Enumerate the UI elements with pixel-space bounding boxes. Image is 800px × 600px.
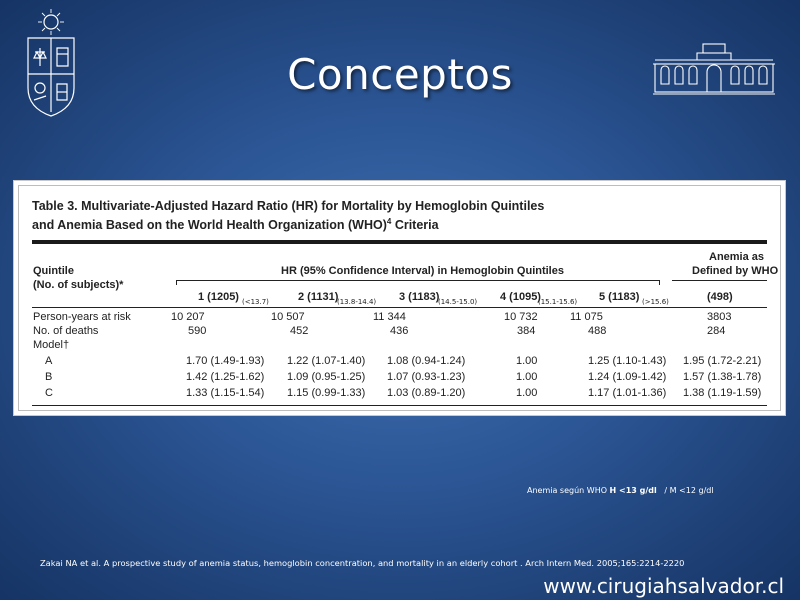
row-label-model-c: C	[45, 387, 53, 399]
table-cell: 1.95 (1.72-2.21)	[683, 355, 762, 367]
table-cell: 590	[188, 325, 207, 337]
table-title-superscript: 4	[386, 217, 392, 226]
range-q3: (14.5-15.0)	[438, 298, 478, 306]
table-cell: 10 732	[504, 311, 538, 323]
hr-group-rule	[176, 280, 660, 281]
table-cell: 1.15 (0.99-1.33)	[287, 387, 366, 399]
table-bottom-rule	[32, 405, 767, 406]
row-label-person-years: Person-years at risk	[33, 311, 131, 323]
table-title	[32, 198, 552, 233]
col-header-q3: 3 (1183)	[399, 291, 440, 303]
table-cell: 1.42 (1.25-1.62)	[186, 371, 265, 383]
table-cell: 1.03 (0.89-1.20)	[387, 387, 466, 399]
note-prefix: Anemia según WHO	[527, 486, 607, 495]
table-cell: 1.09 (0.95-1.25)	[287, 371, 366, 383]
table-cell: 1.07 (0.93-1.23)	[387, 371, 466, 383]
header-bottom-rule	[32, 307, 767, 308]
table-cell: 452	[290, 325, 309, 337]
col-header-q4: 4 (1095)	[500, 291, 541, 303]
table-cell: 11 075	[570, 311, 603, 323]
hr-group-tick-left	[176, 280, 177, 285]
table-top-rule	[32, 240, 767, 244]
table-figure	[13, 180, 786, 416]
table-cell: 1.24 (1.09-1.42)	[588, 371, 667, 383]
citation: Zakai NA et al. A prospective study of anemia status, hemoglobin concentration, and mortality in an elderly cohort . Arch Intern Med. 2005;165:2214-2220	[40, 558, 685, 568]
note-suffix: / M <12 g/dl	[664, 486, 714, 495]
col-subjects-header: (No. of subjects)*	[33, 279, 124, 291]
note-bold: H <13 g/dl	[609, 486, 657, 495]
col-header-q5: 5 (1183)	[599, 291, 640, 303]
table-cell: 1.00	[516, 371, 538, 383]
col-quintile-header: Quintile	[33, 265, 74, 277]
anemia-header-line2: Defined by WHO	[692, 265, 779, 277]
table-cell: 1.17 (1.01-1.36)	[588, 387, 667, 399]
table-cell: 1.25 (1.10-1.43)	[588, 355, 667, 367]
row-label-model-b: B	[45, 371, 53, 383]
table-cell: 1.08 (0.94-1.24)	[387, 355, 466, 367]
table-cell: 284	[707, 325, 726, 337]
table-cell: 1.22 (1.07-1.40)	[287, 355, 366, 367]
website-url: www.cirugiahsalvador.cl	[543, 574, 784, 598]
row-label-model: Model†	[33, 339, 70, 351]
table-cell: 436	[390, 325, 409, 337]
anemia-note	[527, 486, 714, 495]
table-cell: 1.00	[516, 355, 538, 367]
anemia-header-line1: Anemia as	[709, 251, 765, 263]
table-cell: 11 344	[373, 311, 406, 323]
range-q4: (15.1-15.6)	[538, 298, 578, 306]
table-cell: 1.33 (1.15-1.54)	[186, 387, 265, 399]
row-label-deaths: No. of deaths	[33, 325, 99, 337]
anemia-group-rule	[672, 280, 767, 281]
row-label-model-a: A	[45, 355, 53, 367]
range-q2: (13.8-14.4)	[337, 298, 377, 306]
col-header-q1: 1 (1205)	[198, 291, 239, 303]
table-cell: 384	[517, 325, 536, 337]
table-title-line1: Table 3. Multivariate-Adjusted Hazard Ratio (HR) for Mortality by Hemoglobin Quintiles	[32, 199, 545, 213]
col-header-anemia: (498)	[707, 291, 733, 303]
hr-header: HR (95% Confidence Interval) in Hemoglobin Quintiles	[281, 265, 564, 277]
range-q5: (>15.6)	[642, 298, 669, 306]
table-cell: 1.70 (1.49-1.93)	[186, 355, 265, 367]
table-cell: 3803	[707, 311, 732, 323]
table-title-line2: and Anemia Based on the World Health Organization (WHO)$^4$ Criteria	[32, 217, 439, 233]
table-cell: 1.00	[516, 387, 538, 399]
slide-title: Conceptos	[287, 50, 513, 99]
table-cell: 10 507	[271, 311, 305, 323]
table-cell: 1.38 (1.19-1.59)	[683, 387, 762, 399]
col-header-q2: 2 (1131)	[298, 291, 339, 303]
table-cell: 488	[588, 325, 607, 337]
range-q1: (<13.7)	[242, 298, 269, 306]
hr-group-tick-right	[659, 280, 660, 285]
table-cell: 1.57 (1.38-1.78)	[683, 371, 762, 383]
table-cell: 10 207	[171, 311, 205, 323]
